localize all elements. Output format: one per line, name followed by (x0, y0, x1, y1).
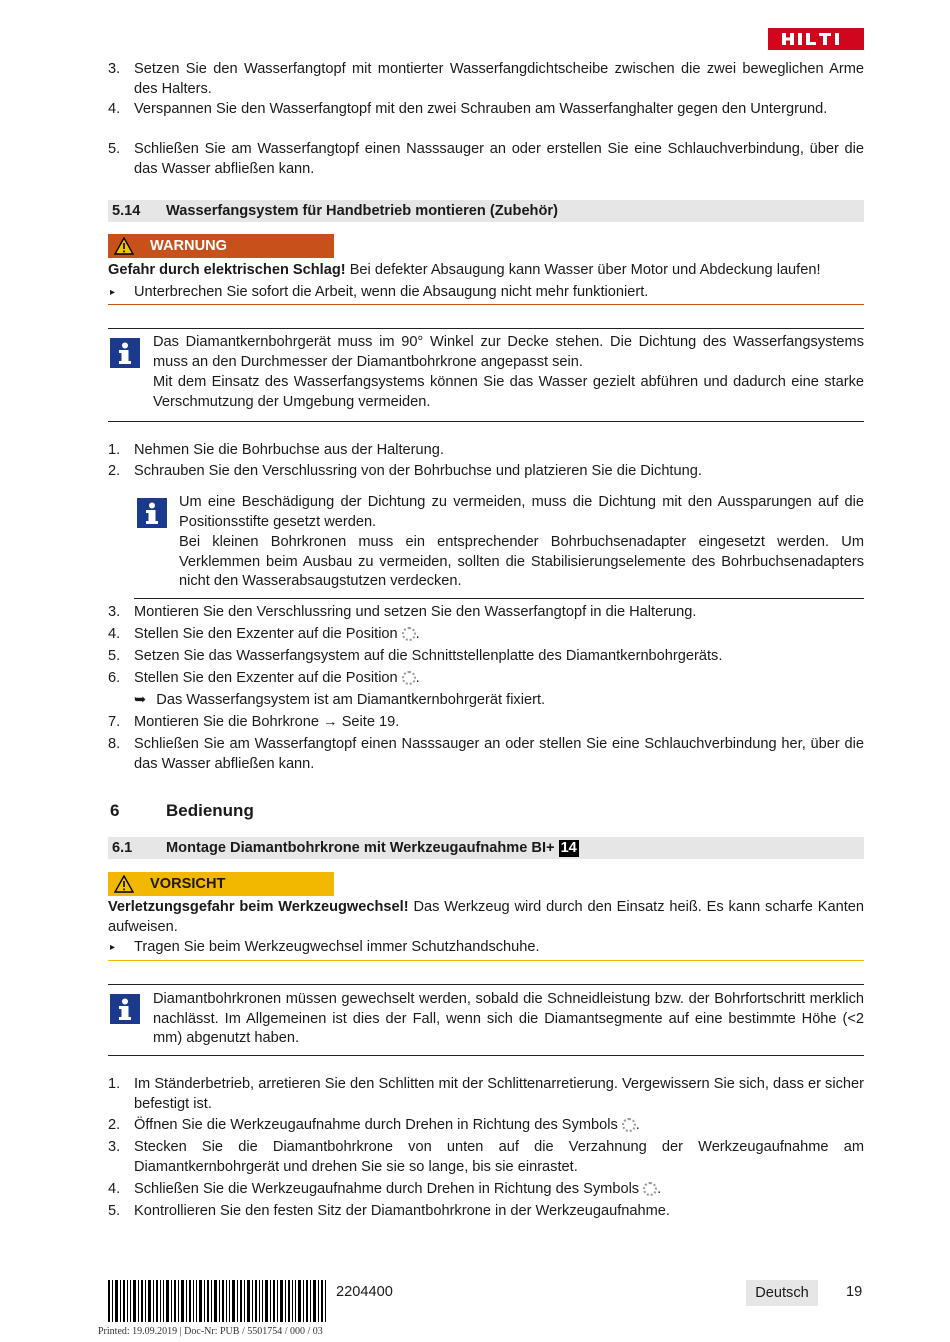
step-number: 5. (108, 648, 121, 664)
info-text (179, 493, 864, 592)
info-text: Diamantbohrkronen müssen gewechselt werden, sobald die Schneidleistung bzw. der Bohrfortschritt merklich nachlässt. Im Allgemeinen ist dies der Fall, wenn sich die Diamantsegmente auf eine bestimmte Höhe (<2 mm) abgenutzt haben. (153, 991, 864, 1046)
step-text: Stellen Sie den Exzenter auf die Position (134, 670, 398, 686)
measure-text: Unterbrechen Sie sofort die Arbeit, wenn die Absaugung nicht mehr funktioniert. (134, 284, 649, 300)
list-item (108, 625, 864, 645)
rotation-symbol-icon (643, 1182, 657, 1196)
warning-triangle-icon (114, 237, 134, 255)
list-item (108, 735, 864, 774)
step-text: Stecken Sie die Diamantbohrkrone von unten auf die Verzahnung der Werkzeugaufnahme am Diamantkernbohrgerät und drehen Sie sie so lange, bis sie einrastet. (134, 1139, 864, 1175)
warning-label (108, 234, 334, 258)
step-number: 2. (108, 463, 121, 479)
step-text-end: . (415, 626, 420, 642)
hazard-text: Bei defekter Absaugung kann Wasser über Motor und Abdeckung laufen! (345, 262, 821, 278)
list-item (108, 647, 864, 667)
step-text-end: . (415, 670, 420, 686)
hazard-description (108, 898, 864, 937)
divider (108, 1055, 864, 1056)
list-item (108, 60, 864, 99)
language-badge: Deutsch (746, 1280, 818, 1306)
step-text: Schließen Sie am Wasserfangtopf einen Nasssauger an oder stellen Sie eine Schlauchverbindung her, über die das Wasser abfließen kann. (134, 736, 864, 772)
divider (108, 960, 864, 961)
info-icon (110, 994, 140, 1024)
hazard-text: Das Werkzeug wird durch den Einsatz heiß. Es kann scharfe Kanten aufweisen. (108, 899, 865, 935)
step-text: Montieren Sie den Verschlussring und setzen Sie den Wasserfangtopf in die Halterung. (134, 604, 697, 620)
divider (108, 328, 864, 329)
result-line (134, 691, 545, 711)
hilti-logo (768, 28, 864, 50)
warning-text: WARNUNG (150, 238, 228, 254)
divider (108, 421, 864, 422)
result-text: Das Wasserfangsystem ist am Diamantkernbohrgerät fixiert. (156, 692, 546, 708)
step-number: 8. (108, 736, 121, 752)
bullet-icon: ▸ (110, 287, 116, 298)
step-text: Setzen Sie das Wasserfangsystem auf die Schnittstellenplatte des Diamantkernbohrgeräts. (134, 648, 723, 664)
info-paragraph: Mit dem Einsatz des Wasserfangsystems können Sie das Wasser gezielt abführen und dadurch eine starke Verschmutzung der Umgebung vermeiden. (153, 374, 864, 410)
step-number: 1. (108, 442, 121, 458)
divider (134, 598, 864, 599)
section-title: Montage Diamantbohrkrone mit Werkzeugaufnahme BI+ (166, 840, 555, 856)
info-paragraph: Bei kleinen Bohrkronen muss ein entsprechender Bohrbuchsenadapter eingesetzt werden. Um Verklemmen beim Ausbau zu vermeiden, sollten die Stabilisierungselemente des Bohrbuchsenadapters nicht den Wasserabsaugstutzen verdecken. (179, 534, 864, 589)
rotation-symbol-icon (622, 1118, 636, 1132)
step-number: 4. (108, 1181, 121, 1197)
step-number: 3. (108, 1139, 121, 1155)
document-code: 2204400 (336, 1284, 393, 1300)
step-text-end: . (395, 714, 400, 730)
caution-label (108, 872, 334, 896)
barcode (108, 1280, 328, 1322)
print-info: Printed: 19.09.2019 | Doc-Nr: PUB / 5501754 / 000 / 03 (98, 1326, 323, 1337)
info-icon (110, 338, 140, 368)
info-paragraph: Um eine Beschädigung der Dichtung zu vermeiden, muss die Dichtung mit den Aussparungen auf die Positionsstifte gesetzt werden. (179, 494, 864, 530)
step-number: 6. (108, 670, 121, 686)
divider (108, 304, 864, 305)
list-item (108, 441, 864, 461)
page-number: 19 (846, 1284, 863, 1300)
hazard-title: Gefahr durch elektrischen Schlag! (108, 262, 346, 278)
step-number: 5. (108, 1203, 121, 1219)
step-number: 4. (108, 101, 121, 117)
step-text: Setzen Sie den Wasserfangtopf mit montierter Wasserfangdichtscheibe zwischen die zwei beweglichen Arme des Halters. (134, 61, 864, 97)
step-number: 4. (108, 626, 121, 642)
step-number: 5. (108, 141, 121, 157)
warning-triangle-icon (114, 875, 134, 893)
section-number: 5.14 (112, 203, 141, 219)
list-item (108, 1116, 864, 1136)
list-item (108, 1180, 864, 1200)
section-heading-5-14 (108, 200, 864, 222)
step-text: Montieren Sie die Bohrkrone (134, 714, 319, 730)
info-icon (137, 498, 167, 528)
step-text: Im Ständerbetrieb, arretieren Sie den Schlitten mit der Schlittenarretierung. Vergewissern Sie sich, dass er sicher befestigt ist. (134, 1076, 864, 1112)
page-reference-link[interactable]: Seite 19 (341, 714, 396, 730)
step-text: Verspannen Sie den Wasserfangtopf mit den zwei Schrauben am Wasserfanghalter gegen den Untergrund. (134, 101, 828, 117)
step-text: Schrauben Sie den Verschlussring von der Bohrbuchse und platzieren Sie die Dichtung. (134, 463, 702, 479)
measure-bullet (108, 283, 864, 303)
section-number: 6.1 (112, 840, 133, 856)
result-arrow-icon: ➥ (134, 692, 147, 708)
caution-text: VORSICHT (150, 876, 226, 892)
step-number: 3. (108, 61, 121, 77)
list-item (108, 603, 864, 623)
step-number: 1. (108, 1076, 121, 1092)
step-number: 2. (108, 1117, 121, 1133)
step-text: Schließen Sie die Werkzeugaufnahme durch Drehen in Richtung des Symbols (134, 1181, 640, 1197)
chapter-title: Bedienung (166, 801, 254, 820)
step-text: Schließen Sie am Wasserfangtopf einen Nasssauger an oder erstellen Sie eine Schlauchverbindung, über die das Wasser abfließen kann. (134, 141, 864, 177)
hazard-title: Verletzungsgefahr beim Werkzeugwechsel! (108, 899, 409, 915)
list-item (108, 713, 864, 733)
divider (108, 984, 864, 985)
figure-reference-badge: 14 (560, 840, 577, 856)
section-heading-6-1 (108, 837, 864, 859)
list-item (108, 669, 864, 689)
step-text: Nehmen Sie die Bohrbuchse aus der Halterung. (134, 442, 444, 458)
reference-arrow-icon: → (323, 714, 338, 730)
info-paragraph: Das Diamantkernbohrgerät muss im 90° Winkel zur Decke stehen. Die Dichtung des Wasserfangsystems muss an den Durchmesser der Diamantbohrkrone angepasst sein. (153, 334, 864, 370)
section-title: Wasserfangsystem für Handbetrieb montieren (Zubehör) (166, 203, 558, 219)
list-item (108, 100, 864, 120)
measure-bullet (108, 938, 864, 958)
rotation-symbol-icon (402, 627, 416, 641)
measure-text: Tragen Sie beim Werkzeugwechsel immer Schutzhandschuhe. (134, 939, 540, 955)
list-item (108, 140, 864, 179)
step-text: Stellen Sie den Exzenter auf die Position (134, 626, 398, 642)
list-item (108, 1075, 864, 1114)
chapter-number: 6 (110, 801, 120, 820)
step-text: Öffnen Sie die Werkzeugaufnahme durch Drehen in Richtung des Symbols (134, 1117, 618, 1133)
list-item (108, 1202, 864, 1222)
list-item (108, 462, 864, 482)
bullet-icon: ▸ (110, 942, 116, 953)
hazard-description (108, 261, 864, 281)
step-text-end: . (657, 1181, 662, 1197)
step-text-end: . (635, 1117, 640, 1133)
step-text: Kontrollieren Sie den festen Sitz der Diamantbohrkrone in der Werkzeugaufnahme. (134, 1203, 670, 1219)
rotation-symbol-icon (402, 671, 416, 685)
info-text (153, 333, 864, 412)
step-number: 3. (108, 604, 121, 620)
list-item (108, 1138, 864, 1177)
step-number: 7. (108, 714, 121, 730)
